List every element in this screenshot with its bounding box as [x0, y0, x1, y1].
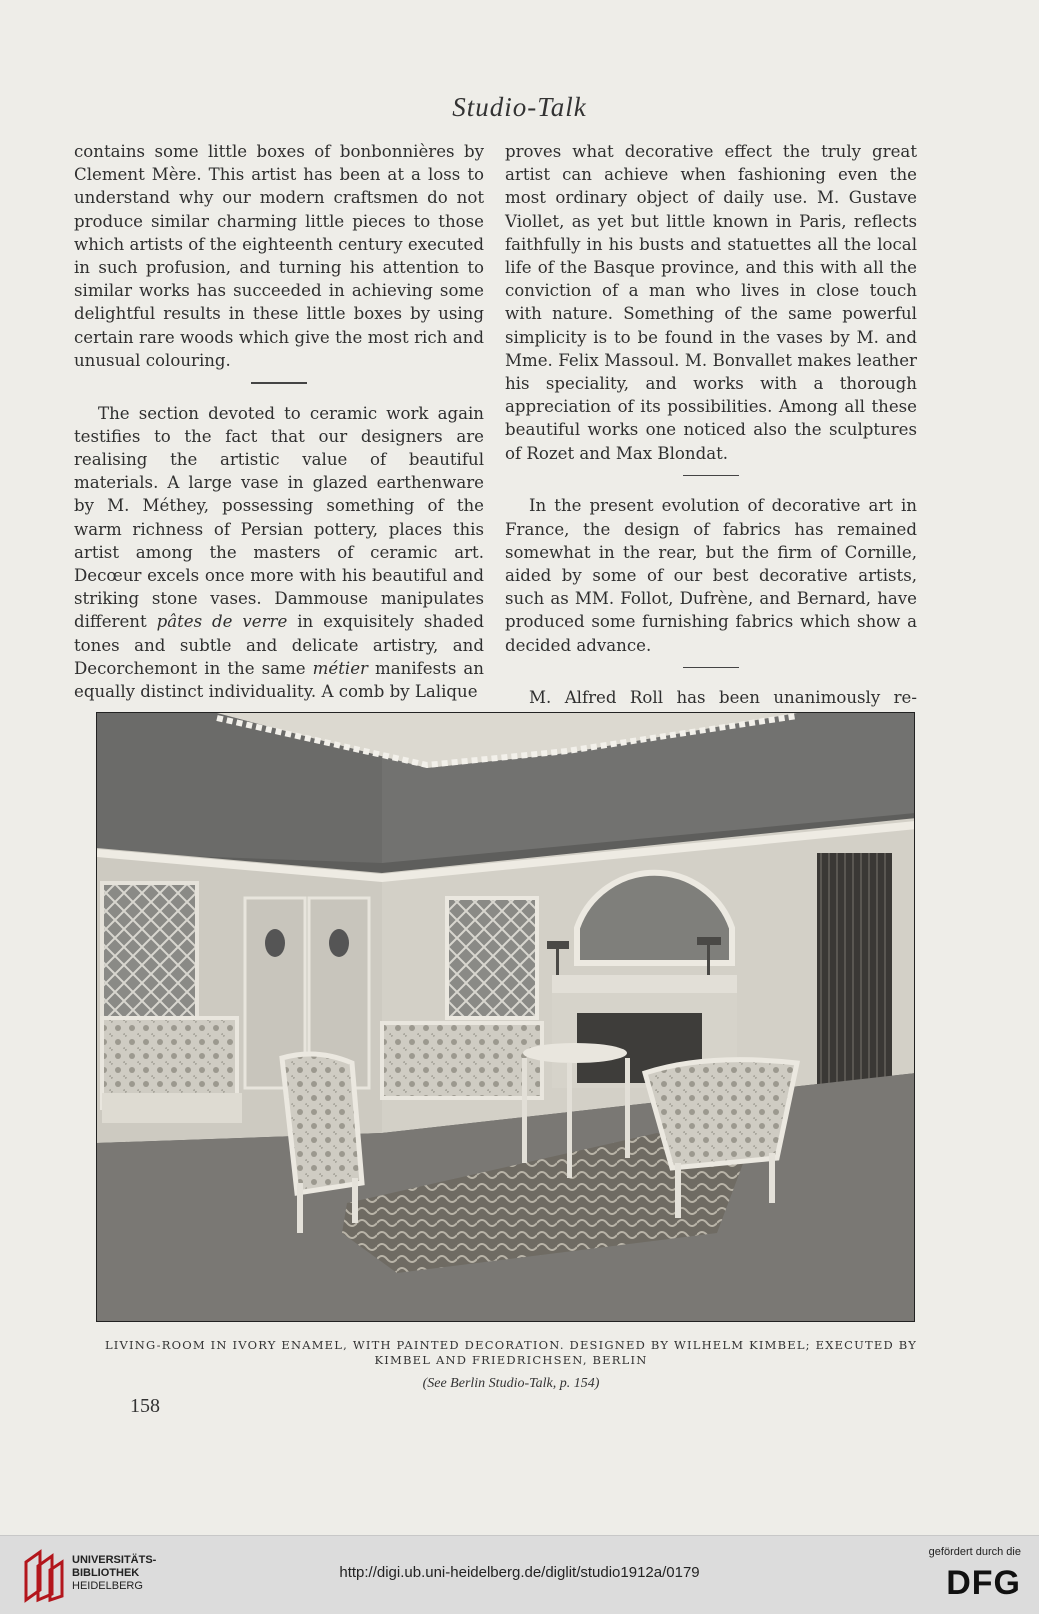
caption-line-2: KIMBEL AND FRIEDRICHSEN, BERLIN [374, 1353, 648, 1367]
interior-illustration [97, 713, 915, 1322]
funder-note: gefördert durch die [928, 1546, 1021, 1558]
source-url-link[interactable]: http://digi.ub.uni-heidelberg.de/diglit/studio1912a/0179 [339, 1564, 700, 1581]
caption-reference: (See Berlin Studio-Talk, p. 154) [422, 1376, 600, 1391]
right-paragraph-2: In the present evolution of decorative art in France, the design of fabrics has remained somewhat in the rear, but the firm of Cornille, aided by some of our best decorative artists, such as MM. Follot, Dufrène, and Bernard, have produced some furnishing fabrics which show a decided advance. [505, 496, 917, 655]
living-room-photograph [96, 712, 915, 1322]
section-rule [683, 475, 739, 477]
caption-line-1: LIVING-ROOM IN IVORY ENAMEL, WITH PAINTED DECORATION. DESIGNED BY WILHELM KIMBEL; EXECUTED BY [104, 1338, 918, 1352]
section-rule [251, 382, 307, 384]
digitization-footer [0, 1535, 1039, 1614]
left-paragraph-2: The section devoted to ceramic work again testifies to the fact that our designers are realising the artistic value of beautiful materials. A large vase in glazed earthenware by M. Méthey, possessing something of the warm richness of Persian pottery, places this artist among the masters of ceramic art. Decœur excels once more with his beautiful and striking stone vases. Dammouse manipulates different pâtes de verre in exquisitely shaded tones and subtle and delicate artistry, and Decorchemont in the same métier manifests an equally distinct individuality. A comb by Lalique [74, 403, 485, 701]
right-column [505, 140, 917, 733]
dfg-logo: DFG [946, 1564, 1021, 1602]
right-paragraph-3: M. Alfred Roll has been unanimously re- [529, 688, 917, 708]
section-rule [683, 667, 739, 669]
left-column [74, 140, 484, 703]
running-head: Studio-Talk [452, 92, 587, 122]
right-paragraph-1: proves what decorative effect the truly great artist can achieve when fashioning even the most ordinary object of daily use. M. Gustave Viollet, as yet but little known in Paris, reflects faithfully in his busts and statuettes all the local life of the Basque province, and this with all the conviction of a man who lives in close touch with nature. Something of the same powerful simplicity is to be found in the vases by M. and Mme. Felix Massoul. M. Bonvallet makes leather his speciality, and works with a thorough appreciation of its possibilities. Among all these beautiful works one noticed also the sculptures of Rozet and Max Blondat. [505, 142, 917, 463]
left-paragraph-1: contains some little boxes of bonbonnières by Clement Mère. This artist has been at a loss to understand why our modern craftsmen do not produce similar charming little pieces to those which artists of the eighteenth century executed in such profusion, and turning his attention to similar works has succeeded in achieving some delightful results in these little boxes by using certain rare woods which give the most rich and unusual colouring. [74, 142, 484, 370]
photo-caption [96, 1338, 926, 1368]
library-name: UNIVERSITÄTS- BIBLIOTHEK HEIDELBERG [72, 1554, 157, 1592]
page-number: 158 [130, 1395, 160, 1417]
